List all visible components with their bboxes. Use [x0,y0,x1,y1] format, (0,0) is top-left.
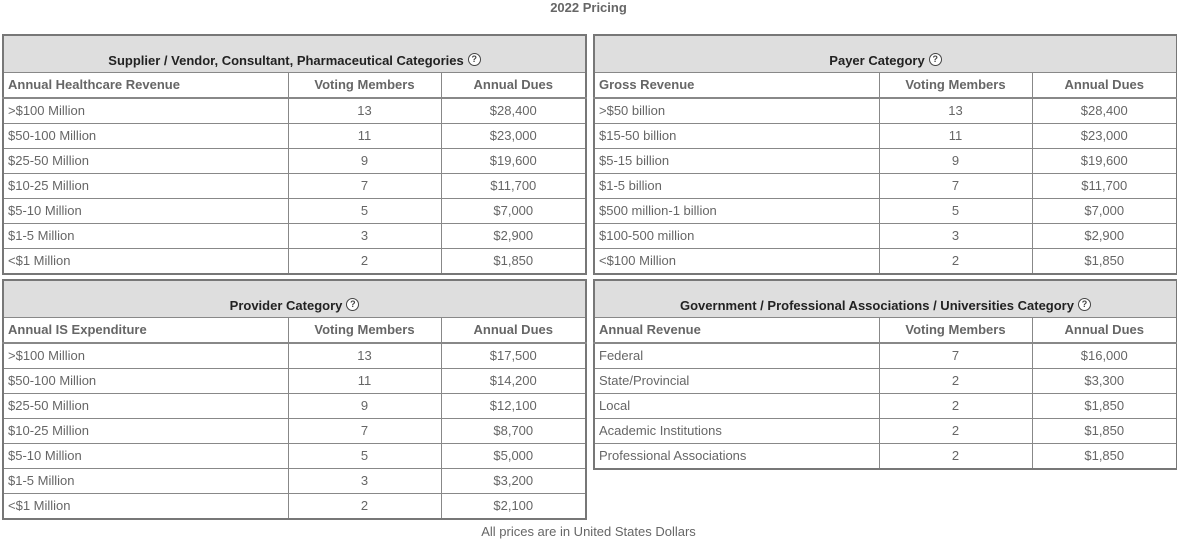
annual-dues-cell: $23,000 [1032,124,1177,149]
annual-dues-cell: $1,850 [1032,444,1177,470]
annual-dues-cell: $28,400 [1032,98,1177,124]
table-row [594,419,1177,444]
revenue-tier-cell: $500 million-1 billion [594,199,879,224]
table-row [3,469,586,494]
table-row [594,444,1177,470]
table-title: Provider Category [229,298,343,313]
table-row [3,343,586,369]
table-row [594,394,1177,419]
annual-dues-cell: $3,300 [1032,369,1177,394]
voting-members-cell: 13 [288,343,441,369]
voting-members-cell: 7 [879,174,1032,199]
revenue-tier-cell: $50-100 Million [3,124,288,149]
annual-dues-cell: $5,000 [441,444,586,469]
annual-dues-cell: $1,850 [1032,394,1177,419]
table-row [594,343,1177,369]
revenue-tier-cell: <$1 Million [3,249,288,275]
table-row [594,98,1177,124]
revenue-tier-cell: <$1 Million [3,494,288,520]
table-row [594,174,1177,199]
voting-members-cell: 2 [879,249,1032,275]
voting-members-cell: 11 [879,124,1032,149]
revenue-tier-cell: Professional Associations [594,444,879,470]
column-header: Annual IS Expenditure [3,318,288,344]
annual-dues-cell: $8,700 [441,419,586,444]
voting-members-cell: 3 [288,224,441,249]
voting-members-cell: 13 [879,98,1032,124]
annual-dues-cell: $3,200 [441,469,586,494]
voting-members-cell: 3 [879,224,1032,249]
table-row [3,494,586,520]
column-header: Annual Dues [441,318,586,344]
table-row [3,149,586,174]
page-title: 2022 Pricing [550,0,627,15]
annual-dues-cell: $17,500 [441,343,586,369]
voting-members-cell: 5 [288,444,441,469]
voting-members-cell: 9 [288,394,441,419]
table-row [594,124,1177,149]
revenue-tier-cell: $10-25 Million [3,174,288,199]
revenue-tier-cell: $5-15 billion [594,149,879,174]
currency-footnote: All prices are in United States Dollars [481,524,696,539]
column-header: Annual Healthcare Revenue [3,73,288,99]
table-header-row [3,73,586,99]
table-row [3,394,586,419]
voting-members-cell: 13 [288,98,441,124]
table-row [594,249,1177,275]
help-icon[interactable]: ? [468,53,481,66]
table-row [3,249,586,275]
provider-pricing-table [2,279,587,520]
revenue-tier-cell: $1-5 billion [594,174,879,199]
annual-dues-cell: $2,900 [441,224,586,249]
voting-members-cell: 2 [879,369,1032,394]
revenue-tier-cell: $5-10 Million [3,199,288,224]
column-header: Voting Members [288,73,441,99]
column-header: Annual Revenue [594,318,879,344]
table-row [594,199,1177,224]
revenue-tier-cell: $25-50 Million [3,149,288,174]
column-header: Annual Dues [1032,73,1177,99]
revenue-tier-cell: $5-10 Million [3,444,288,469]
annual-dues-cell: $28,400 [441,98,586,124]
revenue-tier-cell: $15-50 billion [594,124,879,149]
annual-dues-cell: $7,000 [441,199,586,224]
voting-members-cell: 9 [288,149,441,174]
revenue-tier-cell: >$100 Million [3,343,288,369]
voting-members-cell: 2 [288,494,441,520]
revenue-tier-cell: $100-500 million [594,224,879,249]
annual-dues-cell: $12,100 [441,394,586,419]
table-title-cell [594,35,1177,73]
annual-dues-cell: $7,000 [1032,199,1177,224]
column-header: Annual Dues [1032,318,1177,344]
revenue-tier-cell: $10-25 Million [3,419,288,444]
help-icon[interactable]: ? [346,298,359,311]
column-header: Voting Members [879,318,1032,344]
supplier-pricing-table [2,34,587,275]
revenue-tier-cell: $50-100 Million [3,369,288,394]
annual-dues-cell: $11,700 [1032,174,1177,199]
annual-dues-cell: $2,900 [1032,224,1177,249]
table-header-row [594,318,1177,344]
revenue-tier-cell: >$100 Million [3,98,288,124]
voting-members-cell: 2 [879,394,1032,419]
voting-members-cell: 11 [288,369,441,394]
revenue-tier-cell: Academic Institutions [594,419,879,444]
revenue-tier-cell: $1-5 Million [3,469,288,494]
revenue-tier-cell: >$50 billion [594,98,879,124]
help-icon[interactable]: ? [929,53,942,66]
table-title: Payer Category [829,53,925,68]
revenue-tier-cell: <$100 Million [594,249,879,275]
voting-members-cell: 7 [288,419,441,444]
annual-dues-cell: $2,100 [441,494,586,520]
annual-dues-cell: $1,850 [441,249,586,275]
annual-dues-cell: $16,000 [1032,343,1177,369]
table-title: Government / Professional Associations / Universities Category [680,298,1074,313]
column-header: Gross Revenue [594,73,879,99]
annual-dues-cell: $11,700 [441,174,586,199]
table-row [594,369,1177,394]
voting-members-cell: 7 [879,343,1032,369]
revenue-tier-cell: $1-5 Million [3,224,288,249]
table-title-cell [3,35,586,73]
voting-members-cell: 2 [879,419,1032,444]
annual-dues-cell: $19,600 [441,149,586,174]
table-title-cell [594,280,1177,318]
table-row [594,224,1177,249]
voting-members-cell: 5 [288,199,441,224]
table-row [3,369,586,394]
column-header: Annual Dues [441,73,586,99]
voting-members-cell: 5 [879,199,1032,224]
table-row [3,224,586,249]
voting-members-cell: 2 [288,249,441,275]
annual-dues-cell: $19,600 [1032,149,1177,174]
voting-members-cell: 2 [879,444,1032,470]
table-row [3,199,586,224]
voting-members-cell: 7 [288,174,441,199]
annual-dues-cell: $1,850 [1032,419,1177,444]
government-pricing-table [593,279,1177,470]
column-header: Voting Members [879,73,1032,99]
revenue-tier-cell: Federal [594,343,879,369]
help-icon[interactable]: ? [1078,298,1091,311]
table-row [3,419,586,444]
table-header-row [3,318,586,344]
annual-dues-cell: $14,200 [441,369,586,394]
table-title-cell [3,280,586,318]
column-header: Voting Members [288,318,441,344]
table-header-row [594,73,1177,99]
table-row [3,98,586,124]
table-title: Supplier / Vendor, Consultant, Pharmaceutical Categories [108,53,464,68]
revenue-tier-cell: Local [594,394,879,419]
voting-members-cell: 3 [288,469,441,494]
table-row [3,174,586,199]
revenue-tier-cell: State/Provincial [594,369,879,394]
voting-members-cell: 11 [288,124,441,149]
revenue-tier-cell: $25-50 Million [3,394,288,419]
voting-members-cell: 9 [879,149,1032,174]
payer-pricing-table [593,34,1177,275]
table-row [594,149,1177,174]
annual-dues-cell: $23,000 [441,124,586,149]
table-row [3,444,586,469]
annual-dues-cell: $1,850 [1032,249,1177,275]
table-row [3,124,586,149]
